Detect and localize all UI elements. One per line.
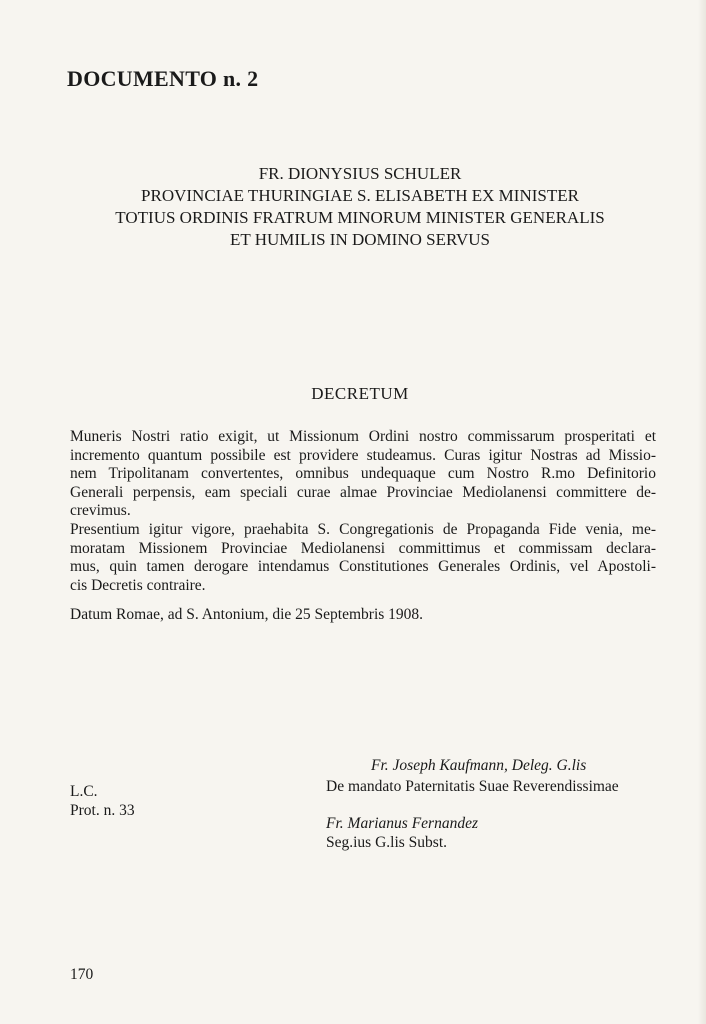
header-line: PROVINCIAE THURINGIAE S. ELISABETH EX MINISTER	[141, 186, 579, 205]
protocol-number: Prot. n. 33	[70, 802, 135, 819]
issuer-header	[60, 163, 660, 251]
header-line: FR. DIONYSIUS SCHULER	[258, 164, 462, 183]
page-number: 170	[70, 966, 94, 983]
body-line: Muneris Nostri ratio exigit, ut Missionum Ordini nostro commissarum prosperitati et	[70, 428, 656, 445]
body-line: mus, quin tamen derogare intendamus Constitutiones Generales Ordinis, vel Apostoli-	[70, 558, 656, 576]
body-line: crevimus.	[70, 502, 131, 520]
body-line: moratam Missionem Provinciae Mediolanensi committimus et commissam declara-	[70, 539, 656, 557]
body-line: Presentium igitur vigore, praehabita S. Congregationis de Propaganda Fide venia, me-	[70, 520, 656, 538]
signature-role: Seg.ius G.lis Subst.	[326, 834, 448, 851]
body-line: Generali perpensis, eam speciali curae almae Provinciae Mediolanensi committere de-	[70, 483, 656, 501]
document-title: DOCUMENTO n. 2	[67, 66, 259, 91]
header-line: TOTIUS ORDINIS FRATRUM MINORUM MINISTER GENERALIS	[115, 208, 605, 227]
body-line: cis Decretis contraire.	[70, 576, 206, 594]
body-line: incremento quantum possibile est providere studeamus. Curas igitur Nostras ad Missio-	[70, 446, 656, 464]
decree-body	[70, 428, 656, 595]
decree-heading: DECRETUM	[311, 384, 409, 403]
signature-name: Fr. Joseph Kaufmann, Deleg. G.lis	[371, 757, 587, 774]
page-edge-shadow	[698, 0, 706, 1024]
date-line: Datum Romae, ad S. Antonium, die 25 Septembris 1908.	[70, 606, 424, 623]
signature-name: Fr. Marianus Fernandez	[326, 815, 478, 832]
header-line: ET HUMILIS IN DOMINO SERVUS	[230, 230, 490, 249]
body-line: nem Tripolitanam convertentes, omnibus undequaque cum Nostro R.mo Definitorio	[70, 465, 656, 483]
seal-block	[70, 782, 135, 820]
seal-label: L.C.	[70, 783, 98, 800]
signature-role: De mandato Paternitatis Suae Reverendissimae	[326, 778, 619, 795]
